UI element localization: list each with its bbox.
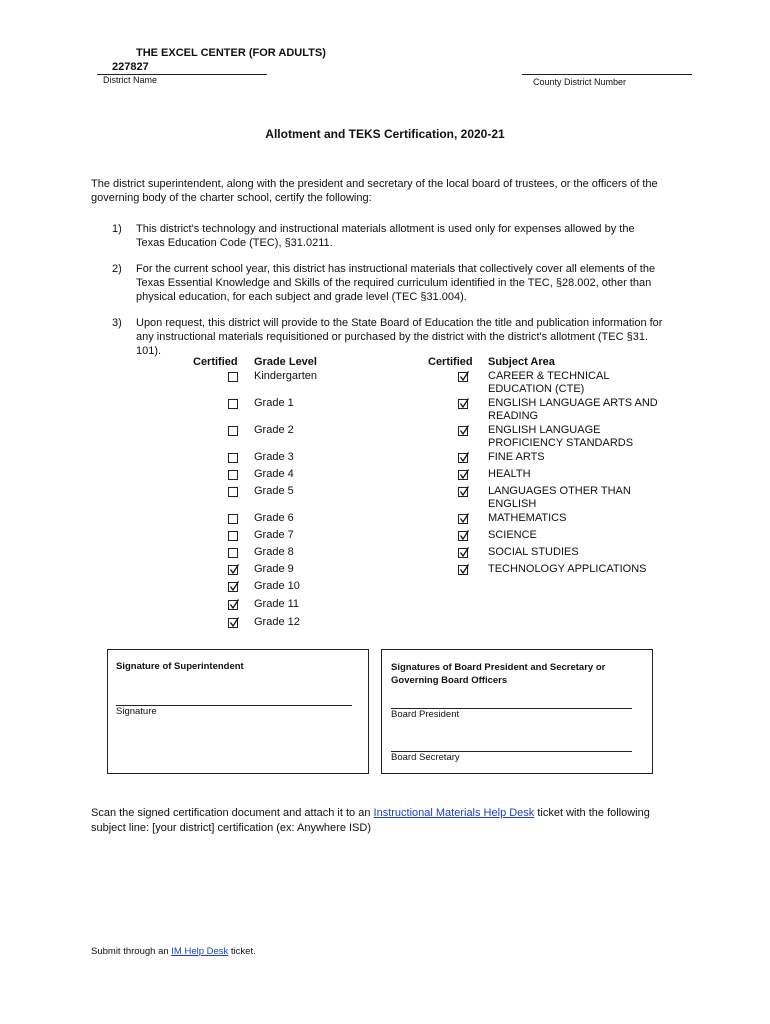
grade-certified-header: Certified (193, 356, 238, 368)
instructions-text: ticket with the following (534, 807, 650, 819)
instructional-materials-help-desk-link[interactable]: Instructional Materials Help Desk (373, 807, 535, 819)
grade-checkbox[interactable] (228, 399, 238, 409)
board-president-label: Board President (391, 709, 460, 720)
item-text (136, 316, 662, 358)
subject-area-label-line: TECHNOLOGY APPLICATIONS (488, 563, 647, 575)
item-text (136, 222, 635, 250)
instructions-line (91, 806, 650, 821)
grade-level-label: Grade 7 (254, 529, 294, 541)
checkmark-icon (459, 487, 469, 497)
subject-checked-checkbox[interactable] (458, 514, 468, 524)
grade-checkbox[interactable] (228, 372, 238, 382)
superintendent-signature-panel (107, 649, 369, 774)
county-district-label: County District Number (533, 77, 627, 87)
subject-checked-checkbox[interactable] (458, 399, 468, 409)
grade-checked-checkbox[interactable] (228, 618, 238, 628)
board-signatures-panel (381, 649, 653, 774)
subject-area-label-line: HEALTH (488, 468, 531, 480)
subject-area-label-line: SCIENCE (488, 529, 537, 541)
footer-text: ticket. (228, 946, 256, 957)
grade-level-label: Grade 12 (254, 616, 300, 628)
instructions-text: Scan the signed certification document and attach it to an (91, 807, 374, 819)
grade-level-label: Grade 1 (254, 397, 294, 409)
superintendent-signature-label: Signature (116, 706, 157, 717)
subject-area-label-line: ENGLISH LANGUAGE ARTS AND (488, 397, 658, 409)
item-number: 3) (112, 317, 122, 329)
grade-checkbox[interactable] (228, 514, 238, 524)
grade-level-label: Grade 6 (254, 512, 294, 524)
subject-area-label (488, 424, 633, 450)
subject-area-header: Subject Area (488, 356, 555, 368)
item-line: physical education, for each subject and grade level (TEC §31.004). (136, 291, 467, 303)
subject-checked-checkbox[interactable] (458, 426, 468, 436)
subject-checked-checkbox[interactable] (458, 565, 468, 575)
subject-area-label-line: FINE ARTS (488, 451, 545, 463)
checkmark-icon (459, 453, 469, 463)
item-line: For the current school year, this district has instructional materials that collectively cover all elements of the (136, 263, 656, 275)
grade-checkbox[interactable] (228, 531, 238, 541)
checkmark-icon (229, 600, 239, 610)
checkmark-icon (229, 582, 239, 592)
checkmark-icon (459, 426, 469, 436)
footer-text: Submit through an (91, 946, 172, 957)
document-title: Allotment and TEKS Certification, 2020-21 (265, 127, 505, 141)
checkmark-icon (459, 548, 469, 558)
grade-level-label: Grade 10 (254, 580, 300, 592)
checkmark-icon (459, 514, 469, 524)
subject-area-label (488, 529, 537, 542)
subject-area-label-line: CAREER & TECHNICAL (488, 370, 610, 382)
intro-line: The district superintendent, along with the president and secretary of the local board of trustees, or the officers of the (91, 178, 658, 190)
superintendent-panel-title: Signature of Superintendent (116, 661, 244, 672)
grade-checkbox[interactable] (228, 548, 238, 558)
subject-area-label-line: SOCIAL STUDIES (488, 546, 579, 558)
subject-checked-checkbox[interactable] (458, 372, 468, 382)
grade-checked-checkbox[interactable] (228, 565, 238, 575)
grade-level-label: Grade 3 (254, 451, 294, 463)
board-secretary-label: Board Secretary (391, 752, 460, 763)
checkmark-icon (229, 565, 239, 575)
grade-level-label: Grade 4 (254, 468, 294, 480)
subject-area-label (488, 397, 658, 423)
subject-area-label-line: PROFICIENCY STANDARDS (488, 437, 634, 449)
checkmark-icon (459, 470, 469, 480)
subject-area-label (488, 512, 566, 525)
subject-checked-checkbox[interactable] (458, 470, 468, 480)
item-line: any instructional materials requisitioned or purchased by the district with the district's allotment (TEC §31. (136, 331, 648, 343)
checkmark-icon (229, 618, 239, 628)
grade-level-label: Grade 11 (254, 598, 300, 610)
item-line: Upon request, this district will provide to the State Board of Education the title and publication information for (136, 317, 663, 329)
subject-checked-checkbox[interactable] (458, 548, 468, 558)
board-panel-title-line: Signatures of Board President and Secretary or (391, 662, 606, 673)
grade-level-label: Grade 9 (254, 563, 294, 575)
grade-checkbox[interactable] (228, 487, 238, 497)
grade-checked-checkbox[interactable] (228, 600, 238, 610)
subject-area-label (488, 563, 647, 576)
grade-checkbox[interactable] (228, 470, 238, 480)
board-panel-title-line: Governing Board Officers (391, 675, 508, 686)
subject-area-label (488, 546, 579, 559)
footer-note (91, 946, 256, 957)
item-line: Texas Essential Knowledge and Skills of the required curriculum identified in the TEC, §28.002, other than (136, 277, 652, 289)
subject-area-label (488, 451, 545, 464)
district-title: THE EXCEL CENTER (FOR ADULTS) (136, 47, 326, 59)
grade-checked-checkbox[interactable] (228, 582, 238, 592)
intro-paragraph (91, 177, 658, 205)
item-number: 2) (112, 263, 122, 275)
checkmark-icon (459, 565, 469, 575)
grade-level-header: Grade Level (254, 356, 317, 368)
grade-level-label: Grade 8 (254, 546, 294, 558)
subject-area-label-line: EDUCATION (CTE) (488, 383, 585, 395)
item-line: Texas Education Code (TEC), §31.0211. (136, 237, 333, 249)
subject-area-label-line: READING (488, 410, 539, 422)
subject-area-label (488, 370, 609, 396)
board-panel-title (391, 661, 605, 687)
subject-checked-checkbox[interactable] (458, 531, 468, 541)
im-help-desk-link[interactable]: IM Help Desk (171, 946, 229, 957)
county-district-line (522, 74, 692, 75)
checkmark-icon (459, 531, 469, 541)
subject-checked-checkbox[interactable] (458, 453, 468, 463)
subject-area-label-line: MATHEMATICS (488, 512, 567, 524)
subject-area-label-line: ENGLISH LANGUAGE (488, 424, 601, 436)
grade-level-label: Grade 2 (254, 424, 294, 436)
subject-area-label-line: ENGLISH (488, 498, 537, 510)
grade-level-label: Grade 5 (254, 485, 294, 497)
grade-checkbox[interactable] (228, 453, 238, 463)
intro-line: governing body of the charter school, certify the following: (91, 192, 372, 204)
item-text (136, 262, 655, 304)
subject-checked-checkbox[interactable] (458, 487, 468, 497)
item-line: This district's technology and instructional materials allotment is used only for expenses allowed by the (136, 223, 635, 235)
item-number: 1) (112, 223, 122, 235)
grade-level-label: Kindergarten (254, 370, 317, 382)
grade-checkbox[interactable] (228, 426, 238, 436)
item-line: 101). (136, 345, 162, 357)
subject-certified-header: Certified (428, 356, 473, 368)
instructions-paragraph (91, 806, 650, 836)
checkmark-icon (459, 372, 469, 382)
district-name-label: District Name (103, 75, 158, 85)
subject-area-label (488, 485, 631, 511)
instructions-line: subject line: [your district] certification (ex: Anywhere ISD) (91, 822, 371, 834)
subject-area-label (488, 468, 531, 481)
checkmark-icon (459, 399, 469, 409)
subject-area-label-line: LANGUAGES OTHER THAN (488, 485, 631, 497)
district-number: 227827 (112, 61, 149, 73)
